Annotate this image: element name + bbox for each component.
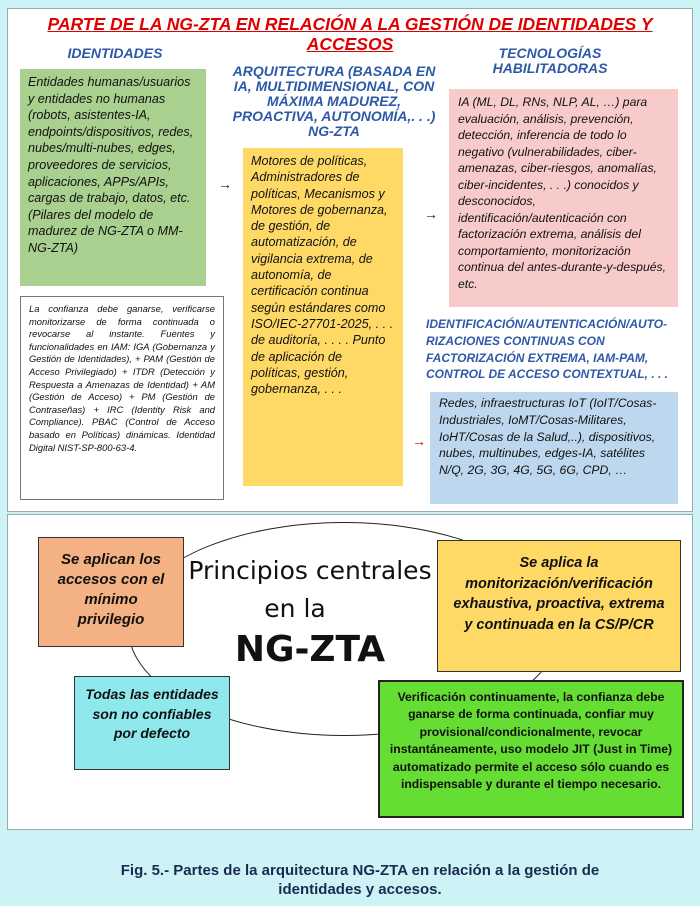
architecture-heading: ARQUITECTURA (BASADA EN IA, MULTIDIMENSIONAL, CON MÁXIMA MADUREZ, PROACTIVA, AUTONOMÍA,. . .) NG-ZTA	[232, 63, 436, 139]
arrow-right-icon: →	[412, 433, 426, 449]
least-privilege-box: Se aplican los accesos con el mínimo privilegio	[38, 537, 184, 647]
policy-engines-box: Motores de políticas, Administradores de políticas, Mecanismos y Motores de gobernanza, de gestión, de automatización, de vigilancia extrema, de autonomía, de certificación continua según estándares como ISO/IEC-27701-2025, . . . de auditoría, . . . . Punto de aplicación de políticas, gestión, gobernanza, . . .	[243, 148, 403, 486]
identities-heading: IDENTIDADES	[67, 45, 163, 61]
entities-box: Entidades humanas/usuarios y entidades no humanas (robots, asistentes-IA, endpoints/dispositivos, redes, nubes/multi-nubes, edges, proveedores de servicios, aplicaciones, APPs/APIs, cargas de trabajo, datos, etc. (Pilares del modelo de madurez de NG-ZTA o MM-NG-ZTA)	[20, 69, 206, 286]
continuous-authentication-heading: IDENTIFICACIÓN/AUTENTICACIÓN/AUTO-RIZACIONES CONTINUAS CON FACTORIZACIÓN EXTREMA, IAM-PAM, CONTROL DE ACCESO CONTEXTUAL, . . .	[426, 317, 669, 382]
ai-technologies-box: IA (ML, DL, RNs, NLP, AL, …) para evaluación, análisis, prevención, detección, inferencia de todo lo negativo (vulnerabilidades, ciber-amenazas, ciber-riesgos, anomalías, ciber-incidentes, . . .) conocidos y desconocidos, identificación/autenticación con factorización extrema, análisis del comportamiento, monitorización continua del antes-durante-y-después, etc.	[449, 89, 678, 307]
untrusted-entities-box: Todas las entidades son no confiables por defecto	[74, 676, 230, 770]
arrow-right-icon: →	[218, 176, 232, 192]
principles-title-line2: en la	[264, 594, 326, 623]
principles-title-line1: Principios centrales	[188, 556, 432, 585]
iam-trust-box: La confianza debe ganarse, verificarse monitorizarse de forma continuada o revocarse al instante. Fuentes y funcionalidades en IAM: IGA (Gobernanza y Gestión de Identidades), + PAM (Gestión de Acceso Privilegiado) + ITDR (Detección y Respuesta a Amenazas de Identidad) + AM (Gestión de Acceso) + PM (Gestión de Contraseñas) + IRC (Identity Risk and Compliance). PBAC (Control de Acceso basado en Políticas) dinámicas. Identidad Digital NIST-SP-800-63-4.	[20, 296, 224, 500]
arrow-right-icon: →	[424, 206, 438, 222]
monitoring-box: Se aplica la monitorización/verificación exhaustiva, proactiva, extrema y continuada en la CS/P/CR	[437, 540, 681, 672]
figure-caption: Fig. 5.- Partes de la arquitectura NG-ZTA en relación a la gestión de identidades y accesos.	[120, 862, 600, 898]
principles-title-line3: NG-ZTA	[234, 629, 386, 670]
main-title: PARTE DE LA NG-ZTA EN RELACIÓN A LA GESTIÓN DE IDENTIDADES Y ACCESOS	[47, 14, 653, 54]
technologies-heading: TECNOLOGÍAS HABILITADORAS	[492, 45, 608, 76]
networks-box: Redes, infraestructuras IoT (IoIT/Cosas-Industriales, IoMT/Cosas-Militares, IoHT/Cosas de la Salud,..), dispositivos, nubes, multinubes, edges-IA, satélites N/Q, 2G, 3G, 4G, 5G, 6G, CPD, …	[430, 392, 678, 504]
continuous-verification-box: Verificación continuamente, la confianza debe ganarse de forma continuada, confiar muy provisional/condicionalmente, revocar instantáneamente, uso modelo JIT (Just in Time) automatizado permite el acceso sólo cuando es indispensable y durante el tiempo necesario.	[378, 680, 684, 818]
